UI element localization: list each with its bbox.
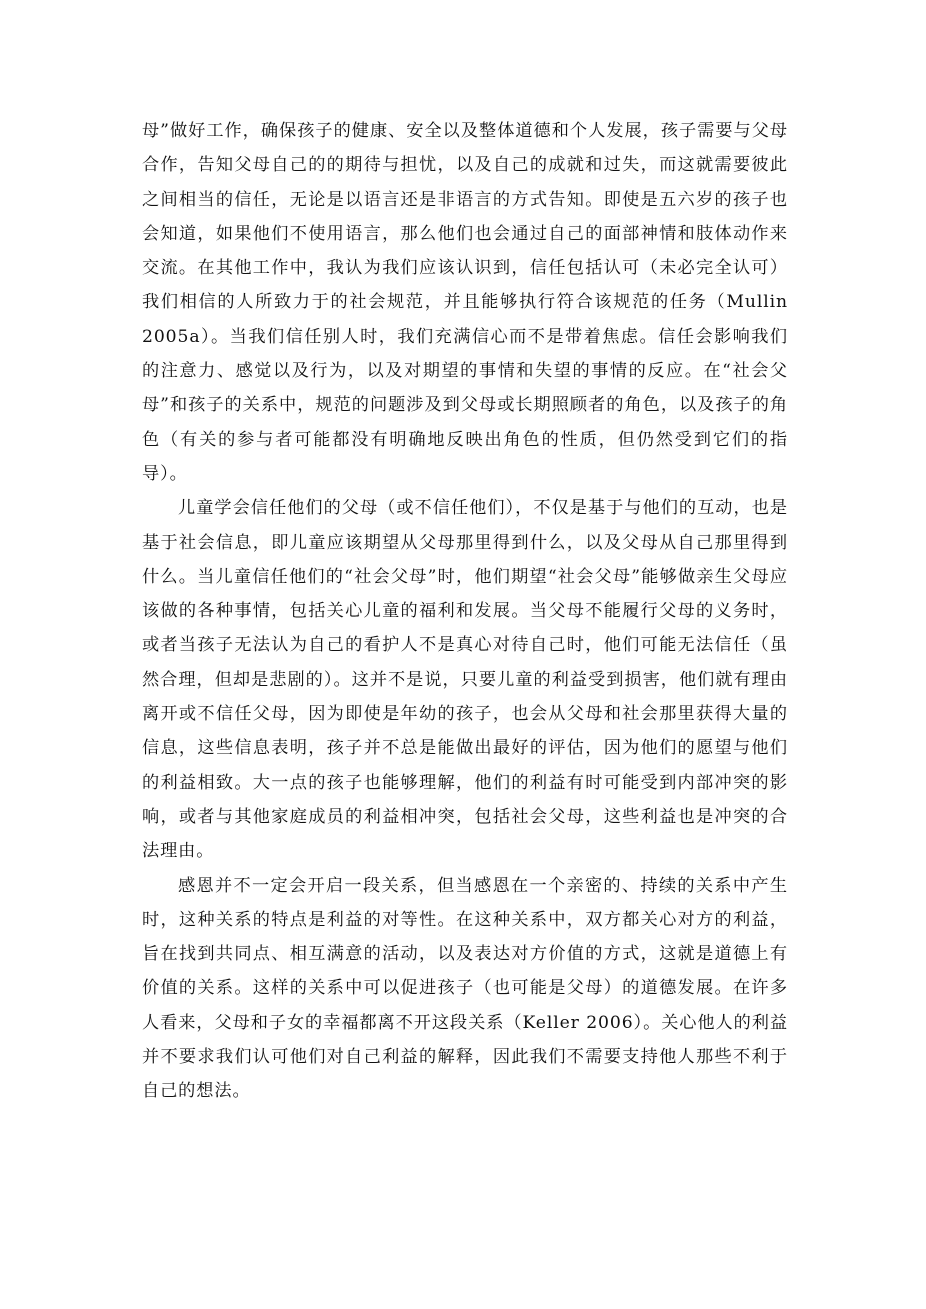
document-body — [142, 114, 788, 1109]
paragraph-3: 感恩并不一定会开启一段关系，但当感恩在一个亲密的、持续的关系中产生时，这种关系的特点是利益的对等性。在这种关系中，双方都关心对方的利益，旨在找到共同点、相互满意的活动，以及表达对方价值的方式，这就是道德上有价值的关系。这样的关系中可以促进孩子（也可能是父母）的道德发展。在许多人看来，父母和子女的幸福都离不开这段关系（Keller 2006）。关心他人的利益并不要求我们认可他们对自己利益的解释，因此我们不需要支持他人那些不利于自己的想法。 — [142, 875, 788, 1102]
paragraph-1: 母”做好工作，确保孩子的健康、安全以及整体道德和个人发展，孩子需要与父母合作，告知父母自己的的期待与担忧，以及自己的成就和过失，而这就需要彼此之间相当的信任，无论是以语言还是非语言的方式告知。即使是五六岁的孩子也会知道，如果他们不使用语言，那么他们也会通过自己的面部神情和肢体动作来交流。在其他工作中，我认为我们应该认识到，信任包括认可（未必完全认可）我们相信的人所致力于的社会规范，并且能够执行符合该规范的任务（Mullin 2005a）。当我们信任别人时，我们充满信心而不是带着焦虑。信任会影响我们的注意力、感觉以及行为，以及对期望的事情和失望的事情的反应。在“社会父母”和孩子的关系中，规范的问题涉及到父母或长期照顾者的角色，以及孩子的角色（有关的参与者可能都没有明确地反映出角色的性质，但仍然受到它们的指导）。 — [142, 121, 788, 484]
paragraph-2: 儿童学会信任他们的父母（或不信任他们），不仅是基于与他们的互动，也是基于社会信息，即儿童应该期望从父母那里得到什么，以及父母从自己那里得到什么。当儿童信任他们的“社会父母”时，他们期望“社会父母”能够做亲生父母应该做的各种事情，包括关心儿童的福利和发展。当父母不能履行父母的义务时，或者当孩子无法认为自己的看护人不是真心对待自己时，他们可能无法信任（虽然合理，但却是悲剧的）。这并不是说，只要儿童的利益受到损害，他们就有理由离开或不信任父母，因为即使是年幼的孩子，也会从父母和社会那里获得大量的信息，这些信息表明，孩子并不总是能做出最好的评估，因为他们的愿望与他们的利益相致。大一点的孩子也能够理解，他们的利益有时可能受到内部冲突的影响，或者与其他家庭成员的利益相冲突，包括社会父母，这些利益也是冲突的合法理由。 — [142, 498, 788, 862]
